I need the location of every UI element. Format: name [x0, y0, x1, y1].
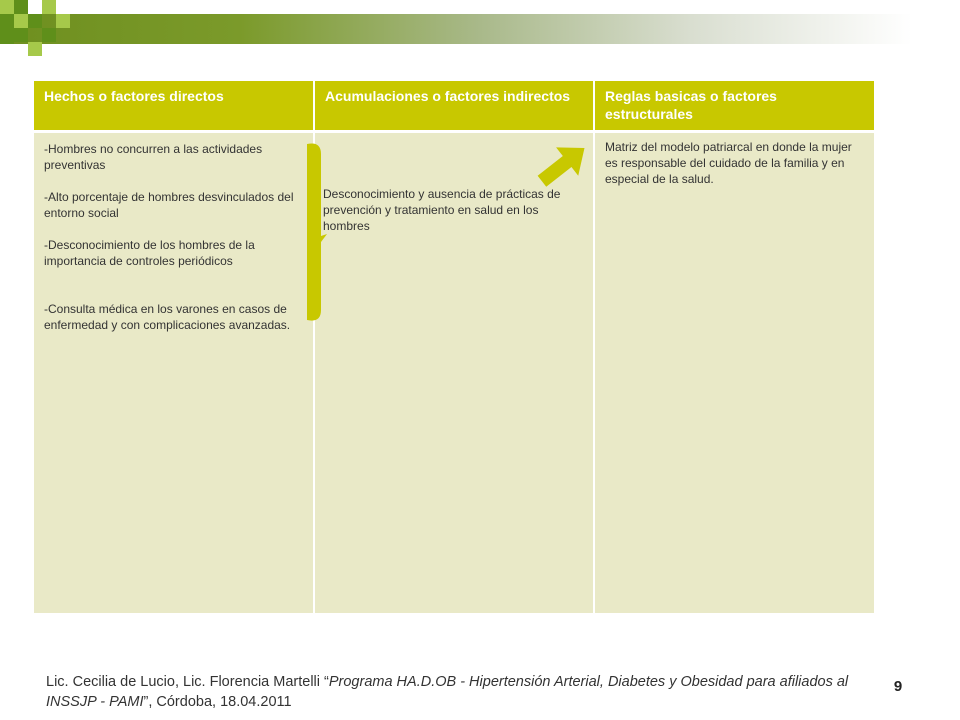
header-direct-factors: Hechos o factores directos [34, 81, 314, 132]
footer-tail: ”, Córdoba, 18.04.2011 [143, 694, 292, 710]
footer-authors: Lic. Cecilia de Lucio, Lic. Florencia Martelli “ [46, 674, 329, 690]
footer-program: Programa HA.D.OB - Hipertensión Arterial, Diabetes y Obesidad para afiliados al INSSJP - PAMI [46, 674, 849, 710]
bracket-icon [305, 140, 327, 324]
list-item: -Alto porcentaje de hombres desvinculados del entorno social [44, 190, 294, 220]
page-number: 9 [893, 678, 903, 695]
footer-citation [46, 672, 866, 712]
structural-factors-text: Matriz del modelo patriarcal en donde la mujer es responsable del cuidado de la familia y en especial de la salud. [605, 140, 852, 186]
cell-indirect-factors [314, 132, 594, 614]
list-item: -Desconocimiento de los hombres de la importancia de controles periódicos [44, 238, 255, 268]
table-row [34, 132, 874, 614]
list-item: -Consulta médica en los varones en casos de enfermedad y con complicaciones avanzadas. [44, 302, 291, 332]
header-structural-factors: Reglas basicas o factores estructurales [594, 81, 874, 132]
indirect-factors-text: Desconocimiento y ausencia de prácticas de prevención y tratamiento en salud en los hombres [323, 187, 561, 233]
header-indirect-factors: Acumulaciones o factores indirectos [314, 81, 594, 132]
cell-structural-factors [594, 132, 874, 614]
list-item: -Hombres no concurren a las actividades preventivas [44, 142, 263, 172]
top-decorative-bar [0, 14, 960, 44]
arrow-up-right-icon [534, 136, 594, 192]
table-header-row [34, 81, 874, 132]
factors-table [34, 81, 874, 613]
cell-direct-factors [34, 132, 314, 614]
